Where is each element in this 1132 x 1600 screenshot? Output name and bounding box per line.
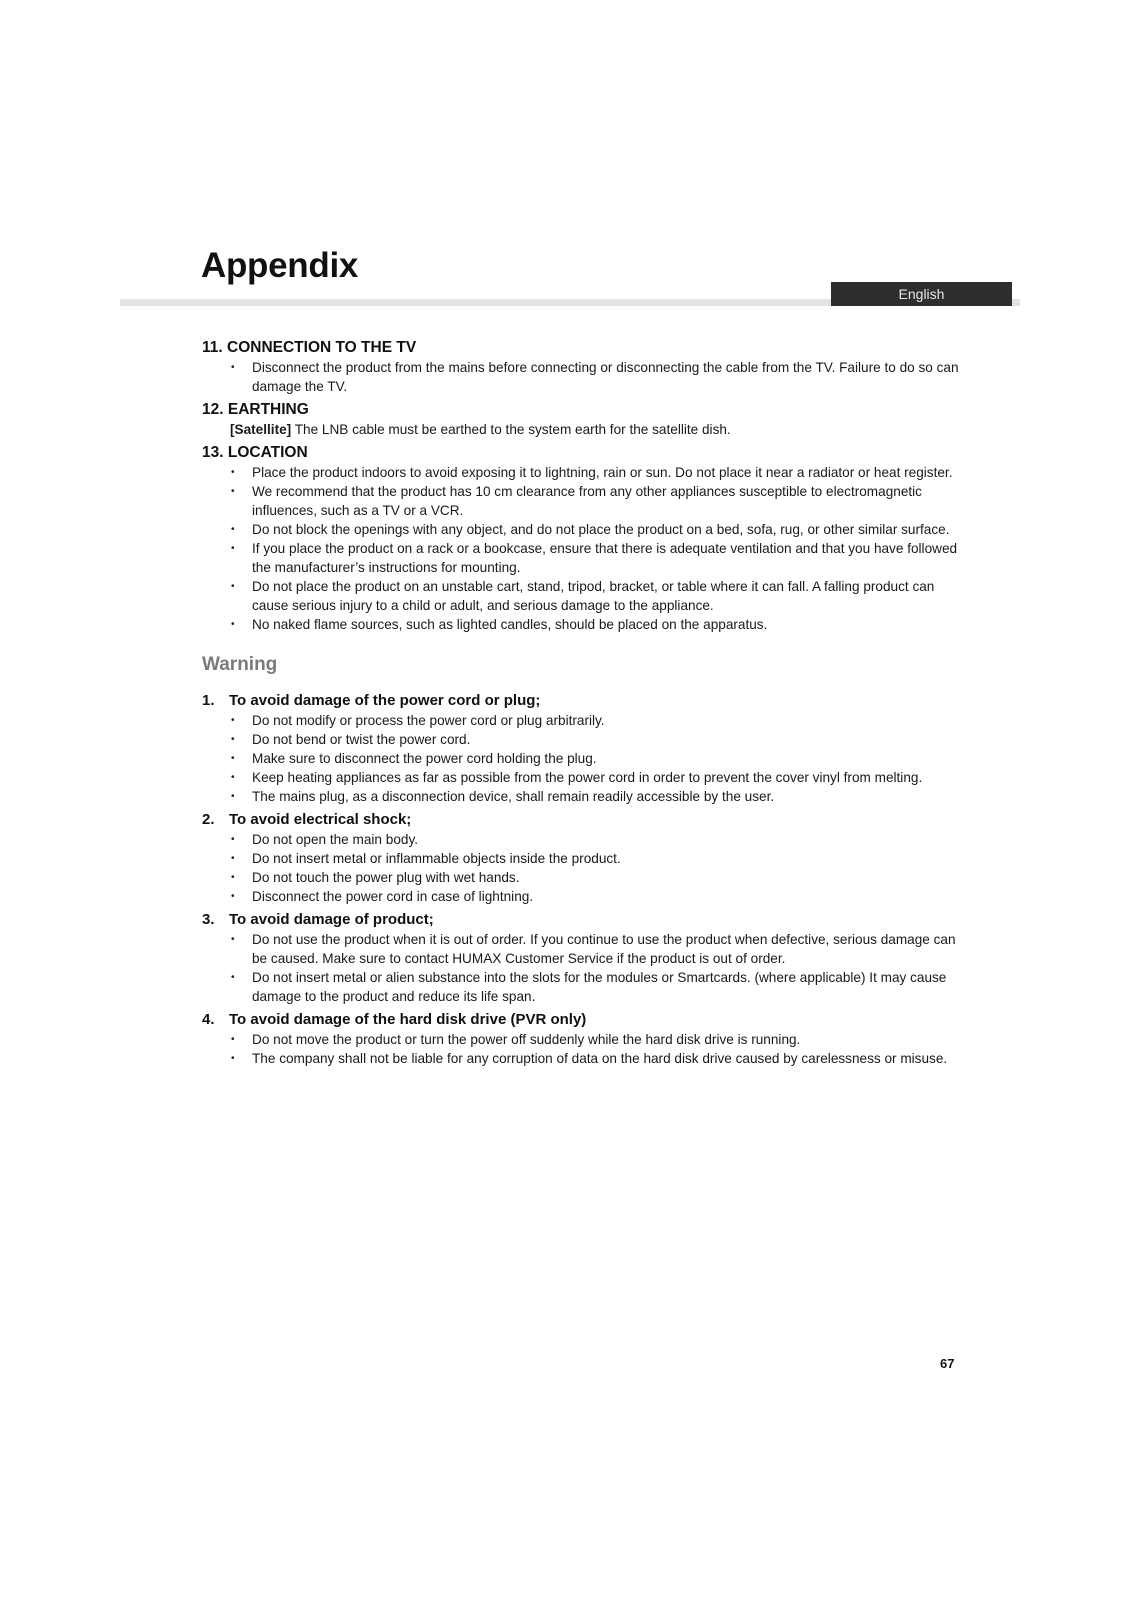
- satellite-label: [Satellite]: [230, 422, 292, 437]
- section-connection-to-tv: [202, 338, 962, 396]
- bullet-item: • Do not insert metal or alien substance into the slots for the modules or Smartcards. (where applicable) It may cause damage to the product and reduce its life span.: [202, 968, 962, 1006]
- bullet-list: [202, 463, 962, 634]
- bullet-item: • Do not use the product when it is out of order. If you continue to use the product when defective, serious damage can be caused. Make sure to contact HUMAX Customer Service if the product is out of order.: [202, 930, 962, 968]
- bullet-item: • Place the product indoors to avoid exposing it to lightning, rain or sun. Do not place it near a radiator or heat register.: [202, 463, 962, 482]
- warning-subheading: [202, 810, 962, 830]
- bullet-item: • Do not place the product on an unstable cart, stand, tripod, bracket, or table where it can fall. A falling product can cause serious injury to a child or adult, and serious damage to the appliance.: [202, 577, 962, 615]
- bullet-item: • Do not block the openings with any object, and do not place the product on a bed, sofa, rug, or other similar surface.: [202, 520, 962, 539]
- page-number: 67: [940, 1356, 955, 1371]
- warning-item-hard-disk: [202, 1010, 962, 1068]
- bullet-item: • Do not touch the power plug with wet hands.: [202, 868, 962, 887]
- warning-subheading: [202, 910, 962, 930]
- earthing-paragraph: [202, 420, 962, 439]
- section-location: [202, 443, 962, 634]
- page-content: [202, 338, 962, 1072]
- warning-item-power-cord: [202, 691, 962, 806]
- section-heading: 11. CONNECTION TO THE TV: [202, 339, 417, 356]
- bullet-item: • The mains plug, as a disconnection device, shall remain readily accessible by the user.: [202, 787, 962, 806]
- bullet-item: • We recommend that the product has 10 cm clearance from any other appliances susceptible to electromagnetic influences, such as a TV or a VCR.: [202, 482, 962, 520]
- item-heading-text: To avoid damage of the hard disk drive (PVR only): [229, 1011, 587, 1028]
- bullet-item: • No naked flame sources, such as lighted candles, should be placed on the apparatus.: [202, 615, 962, 634]
- bullet-item: • If you place the product on a rack or a bookcase, ensure that there is adequate ventilation and that you have followed the manufacturer’s instructions for mounting.: [202, 539, 962, 577]
- warning-item-product-damage: [202, 910, 962, 1006]
- bullet-list: [202, 711, 962, 806]
- bullet-item: • Make sure to disconnect the power cord holding the plug.: [202, 749, 962, 768]
- item-number: 3.: [202, 911, 215, 928]
- warning-subheading: [202, 691, 962, 711]
- bullet-list: [202, 930, 962, 1006]
- bullet-item: • Do not insert metal or inflammable objects inside the product.: [202, 849, 962, 868]
- bullet-item: • Disconnect the product from the mains before connecting or disconnecting the cable from the TV. Failure to do so can damage the TV.: [202, 358, 962, 396]
- bullet-list: [202, 830, 962, 906]
- bullet-item: • The company shall not be liable for any corruption of data on the hard disk drive caused by carelessness or misuse.: [202, 1049, 962, 1068]
- item-heading-text: To avoid electrical shock;: [229, 811, 412, 828]
- bullet-item: • Disconnect the power cord in case of lightning.: [202, 887, 962, 906]
- bullet-item: • Do not modify or process the power cord or plug arbitrarily.: [202, 711, 962, 730]
- bullet-list: [202, 358, 962, 396]
- item-heading-text: To avoid damage of the power cord or plug;: [229, 692, 541, 709]
- warning-item-electrical-shock: [202, 810, 962, 906]
- section-heading: 12. EARTHING: [202, 401, 309, 418]
- page-title: Appendix: [201, 246, 359, 285]
- warning-subheading: [202, 1010, 962, 1030]
- bullet-item: • Do not move the product or turn the power off suddenly while the hard disk drive is running.: [202, 1030, 962, 1049]
- section-earthing: [202, 400, 962, 439]
- bullet-list: [202, 1030, 962, 1068]
- language-tab: English: [831, 282, 1012, 306]
- bullet-item: • Do not bend or twist the power cord.: [202, 730, 962, 749]
- item-number: 1.: [202, 692, 215, 709]
- section-heading: 13. LOCATION: [202, 444, 308, 461]
- item-number: 4.: [202, 1011, 215, 1028]
- earthing-text: The LNB cable must be earthed to the system earth for the satellite dish.: [291, 422, 731, 437]
- bullet-item: • Do not open the main body.: [202, 830, 962, 849]
- item-heading-text: To avoid damage of product;: [229, 911, 434, 928]
- bullet-item: • Keep heating appliances as far as possible from the power cord in order to prevent the cover vinyl from melting.: [202, 768, 962, 787]
- item-number: 2.: [202, 811, 215, 828]
- warning-heading: Warning: [202, 654, 278, 675]
